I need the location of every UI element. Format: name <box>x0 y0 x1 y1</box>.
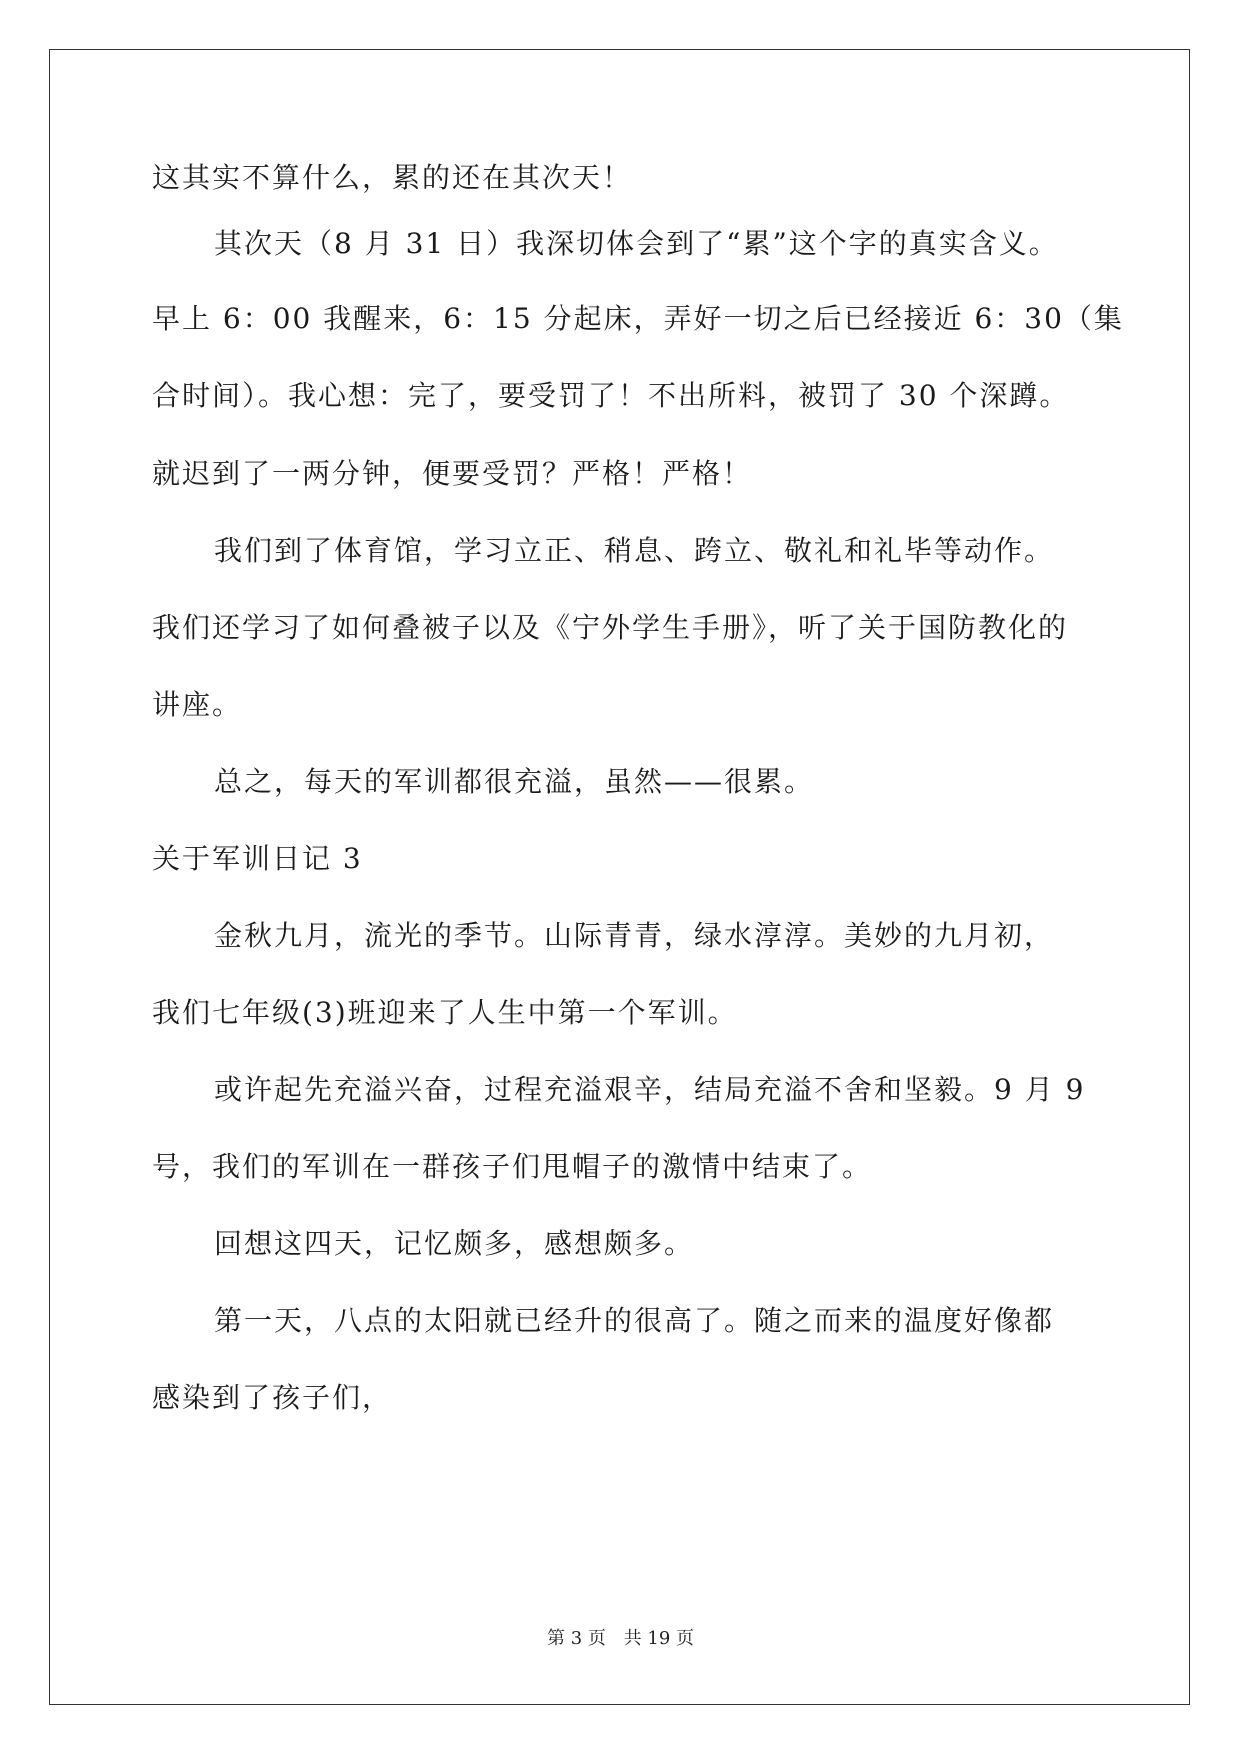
paragraph-line: 总之，每天的军训都很充溢，虽然——很累。 <box>214 765 815 798</box>
paragraph-line: 我们到了体育馆，学习立正、稍息、跨立、敬礼和礼毕等动作。 <box>214 534 1055 567</box>
paragraph-line: 就迟到了一两分钟，便要受罚？严格！严格！ <box>152 457 753 490</box>
paragraph-line: 我们七年级(3)班迎来了人生中第一个军训。 <box>152 996 738 1029</box>
paragraph-line: 号，我们的军训在一群孩子们甩帽子的激情中结束了。 <box>152 1150 873 1183</box>
page-total: 共 19 页 <box>623 1628 694 1649</box>
page-footer <box>0 1624 1241 1650</box>
paragraph-line: 早上 6：00 我醒来，6：15 分起床，弄好一切之后已经接近 6：30（集 <box>152 302 1124 335</box>
paragraph-line: 我们还学习了如何叠被子以及《宁外学生手册》，听了关于国防教化的 <box>152 611 1069 644</box>
paragraph-line: 讲座。 <box>152 688 243 721</box>
paragraph-line: 或许起先充溢兴奋，过程充溢艰辛，结局充溢不舍和坚毅。9 月 9 <box>214 1073 1086 1106</box>
page-number: 第 3 页 <box>547 1628 606 1649</box>
paragraph-line: 感染到了孩子们， <box>152 1381 393 1414</box>
section-heading: 关于军训日记 3 <box>152 842 363 875</box>
paragraph-line: 其次天（8 月 31 日）我深切体会到了“累”这个字的真实含义。 <box>214 227 1059 260</box>
paragraph-line: 回想这四天，记忆颇多，感想颇多。 <box>214 1227 695 1260</box>
paragraph-line: 这其实不算什么，累的还在其次天！ <box>152 161 633 194</box>
paragraph-line: 金秋九月，流光的季节。山际青青，绿水淳淳。美妙的九月初， <box>214 919 1055 952</box>
paragraph-line: 第一天，八点的太阳就已经升的很高了。随之而来的温度好像都 <box>214 1304 1055 1337</box>
paragraph-line: 合时间）。我心想：完了，要受罚了！不出所料，被罚了 30 个深蹲。 <box>152 379 1070 412</box>
